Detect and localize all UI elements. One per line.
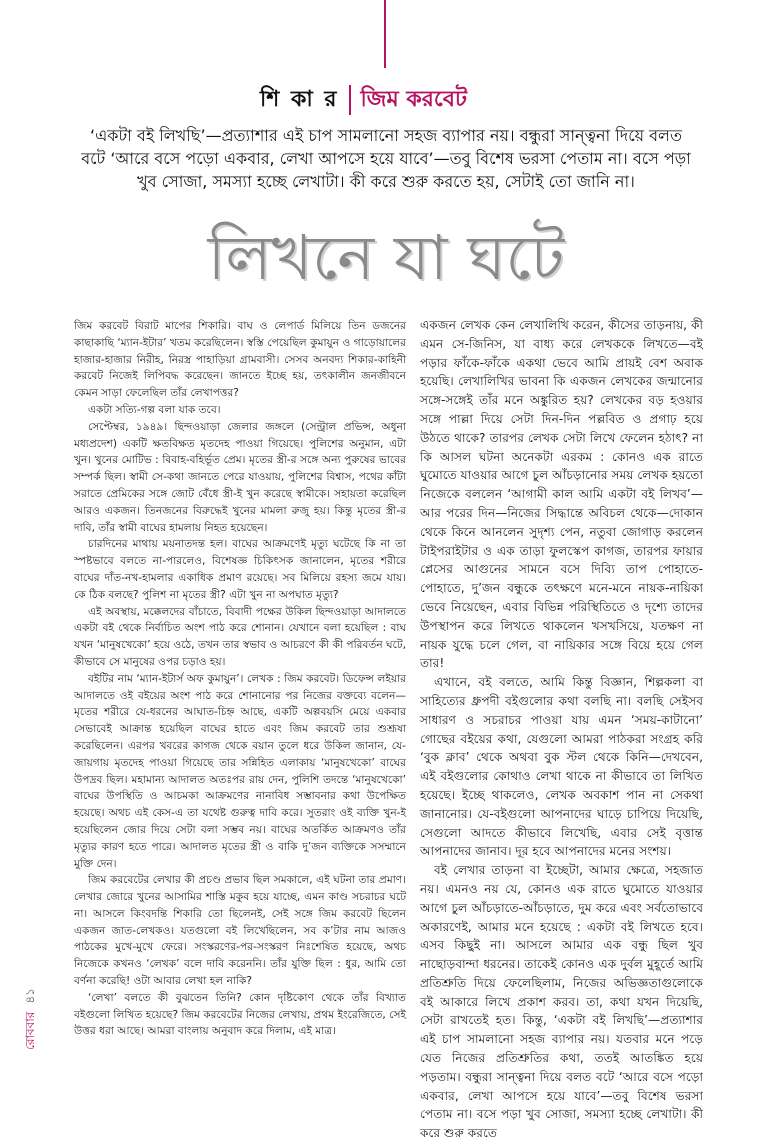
article-title: লিখনে যা ঘটে [207, 221, 565, 294]
left-paragraph: বইটির নাম ‘ম্যান-ইটার্স অফ কুমায়ুন’। লেখক : জিম করবেট। ডিফেন্স লইয়ার আদালতে ওই বইয়ের অংশ পাঠ করে শোনানোর পর নিজের বক্তব্যে বলেন—মৃতের শরীরে যে-ধরনের আঘাত-চিহ্ন আছে, একটি অল্পবয়সি মেয়ে একবার সেভাবেই আক্রান্ত হয়েছিল বাঘের হাতে এবং জিম করবেট তার শুশ্রূষা করেছিলেন। এরপর খবরের কাগজ থেকে বয়ান তুলে ধরে উকিল জানান, যে-জায়গায় মৃতদেহ পাওয়া গিয়েছে তার সন্নিহিত এলাকায় ‘মানুষখেকো’ বাঘের উপদ্রব ছিল। মহামান্য আদালত অতঃপর রায় দেন, পুলিশি তদন্তে ‘মানুষখেকো’ বাঘের উপস্থিতি ও আচমকা আক্রমণের নানাবিধ সম্ভাবনার কথা উপেক্ষিত হয়েছে। অথচ এই কেস-এ তা যথেষ্ট গুরুত্ব দাবি করে। সুতরাং ওই ব্যক্তি খুন-ই হয়েছিলেন জোর দিয়ে সেটা বলা সম্ভব নয়। বাঘের অতর্কিত আক্রমণও তাঁর মৃত্যুর কারণ হতে পারে। আদালত মৃতের স্ত্রী ও বাকি দু’জন ব্যক্তিকে সসম্মানে মুক্তি দেন। [74, 672, 407, 870]
left-paragraph: সেপ্টেম্বর, ১৯৪৯। ছিন্দওয়াড়া জেলার জঙ্গলে (সেন্ট্রাল প্রভিন্স, অধুনা মধ্যপ্রদেশ) একটি ক্ষতবিক্ষত মৃতদেহ পাওয়া গিয়েছে। পুলিশের অনুমান, এটা খুন। খুনের মোটিভ : বিবাহ-বহির্ভূত প্রেম। মৃতের স্ত্রী-র সঙ্গে অন্য পুরুষের ভাবের সম্পর্ক ছিল। স্বামী সে-কথা জানতে পেরে যাওয়ায়, পুলিশের বিশ্বাস, পথের কাঁটা সরাতে প্রেমিকের সঙ্গে জোট বেঁধে স্ত্রী-ই খুন করেছে স্বামীকে। সহায়তা করেছিল আরও একজন। তিনজনের বিরুদ্ধেই খুনের মামলা রুজু হয়। কিন্তু মৃতের স্ত্রী-র দাবি, তাঁর স্বামী বাঘের হামলায় নিহত হয়েছেন। [74, 420, 406, 534]
left-paragraph: জিম করবেটের লেখার কী প্রচণ্ড প্রভাব ছিল সমকালে, এই ঘটনা তার প্রমাণ। লেখার জোরে খুনের আসামির শাস্তি মকুব হয়ে যাচ্ছে, এমন কাণ্ড সচরাচর ঘটে না। আসলে কিংবদন্তি শিকারি তো ছিলেনই, সেই সঙ্গে জিম করবেট ছিলেন একজন জাত-লেখকও। যতগুলো বই লিখেছিলেন, সব ক’টার নাম আজও পাঠকের মুখে-মুখে ফেরে। সংস্করণের-পর-সংস্করণ নিঃশেষিত হয়েছে, অথচ নিজেকে কখনও ‘লেখক’ বলে দাবি করেননি। তাঁর যুক্তি ছিল : ধুর, আমি তো বর্ণনা করেছি! ওটা আবার লেখা হল নাকি? [74, 874, 406, 988]
left-paragraph: একটা সত্যি-গল্প বলা যাক তবে। [88, 403, 221, 416]
left-column [74, 318, 406, 1098]
top-accent-rule [384, 0, 386, 68]
left-paragraph: ‘লেখা’ বলতে কী বুঝতেন তিনি? কোন দৃষ্টিকোণ থেকে তাঁর বিখ্যাত বইগুলো লিখিত হয়েছে? জিম করবেটের নিজের লেখায়, প্রথম ইংরেজিতে, সেই উত্তর ধরা আছে। আমরা বাংলায় অনুবাদ করে দিলাম, এই মাত্র। [74, 991, 406, 1038]
right-paragraph: এখানে, বই বলতে, আমি কিন্তু বিজ্ঞান, শিল্পকলা বা সাহিত্যের ধ্রুপদী বইগুলোর কথা বলছি না। বলছি সেইসব সাধারণ ও সচরাচর পাওয়া যায় এমন ‘সময়-কাটানো’ গোছের বইয়ের কথা, যেগুলো আমরা পাঠকরা সংগ্রহ করি ‘বুক ক্লাব’ থেকে অথবা বুক স্টল থেকে কিনি—দেখবেন, এই বইগুলোর কোথাও লেখা থাকে না কীভাবে তা লিখিত হয়েছে। ইচ্ছে থাকলেও, লেখক অবকাশ পান না সেকথা জানানোর। যে-বইগুলো আপনাদের ঘাড়ে চাপিয়ে দিয়েছি, সেগুলো আদতে কীভাবে লিখেছি, এবার সেই বৃত্তান্ত আপনাদের জানাব। দূর হবে আপনাদের মনের সংশয়। [420, 675, 703, 859]
right-paragraph: একজন লেখক কেন লেখালিখি করেন, কীসের তাড়নায়, কী এমন সে-জিনিস, যা বাধ্য করে লেখককে লিখতে—বই পড়ার ফাঁকে-ফাঁকে একথা ভেবে আমি প্রায়ই বেশ অবাক হয়েছি। লেখালিখির ভাবনা কি একজন লেখকের জন্মানোর সঙ্গে-সঙ্গেই তাঁর মনে অঙ্কুরিত হয়? লেখকের বড় হওয়ার সঙ্গে পাল্লা দিয়ে সেটা দিন-দিন পল্লবিত ও প্রগাঢ় হয়ে উঠতে থাকে? তারপর লেখক সেটা লিখে ফেলেন হঠাৎ? না কি আসল ঘটনা অনেকটা এরকম : কোনও এক রাতে ঘুমোতে যাওয়ার আগে চুল আঁচড়ানোর সময় লেখক হয়তো নিজেকে বললেন ‘আগামী কাল আমি একটা বই লিখব’—আর পরের দিন—নিজের সিদ্ধান্তে অবিচল থেকে—দোকান থেকে কিনে আনলেন সুদৃশ্য পেন, নতুবা জোগাড় করলেন টাইপরাইটার ও এক তাড়া ফুলস্কেপ কাগজ, তারপর ফায়ার প্লেসের আগুনের সামনে বসে দিব্যি তাপ পোহাতে-পোহাতে, দু’জন বন্ধুকে তৎক্ষণে মনে-মনে নায়ক-নায়িকা ভেবে নিয়েছেন, এবার বিভিন্ন পরিস্থিতিতে ও দৃশ্যে তাদের উপস্থাপন করে লিখতে থাকলেন খসখসিয়ে, যতক্ষণ না নায়ক যুদ্ধে চলে গেল, বা নায়িকার সঙ্গে বিয়ে হয়ে গেল তার! [420, 318, 703, 671]
series-label: শি কা র [260, 86, 339, 112]
magazine-name: রোববার [23, 1011, 37, 1050]
page-footer [22, 970, 42, 1050]
right-paragraph: বই লেখার তাড়না বা ইচ্ছেটা, আমার ক্ষেত্রে, সহজাত নয়। এমনও নয় যে, কোনও এক রাতে ঘুমোতে যাওয়ার আগে চুল আঁচড়াতে-আঁচড়াতে, দুম করে এবং সর্বতোভাবে অকারণেই, আমার মনে হয়েছে : একটা বই লিখতে হবে। এসব কিছুই না। আসলে আমার এক বন্ধু ছিল খুব নাছোড়বান্দা ধরনের। তাকেই কোনও এক দুর্বল মুহূর্তে আমি প্রতিশ্রুতি দিয়ে ফেলেছিলাম, নিজের অভিজ্ঞতাগুলোকে বই আকারে লিখে প্রকাশ করব। তা, কথা যখন দিয়েছি, সেটা রাখতেই হত। কিন্তু, ‘একটা বই লিখছি’—প্রত্যাশার এই চাপ সামলানো সহজ ব্যাপার নয়। যতবার মনে পড়ে যেত নিজের প্রতিশ্রুতির কথা, ততই আতঙ্কিত হয়ে পড়তাম। বন্ধুরা সান্ত্বনা দিয়ে বলত বটে ‘আরে বসে পড়ো একবার, লেখা আপসে হয়ে যাবে’—তবু বিশেষ ভরসা পেতাম না। বসে পড়া খুব সোজা, সমস্যা হচ্ছে লেখাটা। কী করে শুরু করতে [420, 863, 703, 1141]
section-header [260, 80, 467, 120]
header-divider [349, 85, 351, 115]
left-paragraph: এই অবস্থায়, মক্কেলদের বাঁচাতে, বিবাদী পক্ষের উকিল ছিন্দওয়াড়া আদালতে একটা বই থেকে নির্বাচিত অংশ পাঠ করে শোনান। যেখানে বলা হয়েছিল : বাঘ যখন ‘মানুষখেকো’ হয়ে ওঠে, তখন তার স্বভাব ও আচরণে কী কী পরিবর্তন ঘটে, কীভাবে সে মানুষের ওপর চড়াও হয়। [74, 605, 406, 668]
left-paragraph: চারদিনের মাথায় ময়নাতদন্ত হল। বাঘের আক্রমণেই মৃত্যু ঘটেছে কি না তা স্পষ্টভাবে বলতে না-পারলেও, বিশেষজ্ঞ চিকিৎসক জানালেন, মৃতের শরীরে বাঘের দাঁত-নখ-হামলার একাধিক প্রমাণ রয়েছে। সব মিলিয়ে রহস্য জমে যায়। কে ঠিক বলছে? পুলিশ না মৃতের স্ত্রী? এটা খুন না অপঘাত মৃত্যু? [74, 538, 406, 601]
author-name: জিম করবেট [360, 86, 467, 112]
left-paragraph: জিম করবেট বিরাট মাপের শিকারি। বাঘ ও লেপার্ড মিলিয়ে তিন ডজনের কাছাকাছি ‘ম্যান-ইটার’ খতম করেছিলেন। স্বস্তি পেয়েছিল কুমায়ুন ও গাড়োয়ালের হাজার-হাজার নিরীহ, নিরস্ত্র পাহাড়িয়া গ্রামবাসী। সেসব অনবদ্য শিকার-কাহিনী করবেট নিজেই লিপিবদ্ধ করেছেন। জানতে ইচ্ছে হয়, তৎকালীন জনজীবনে কেমন সাড়া ফেলেছিল তাঁর লেখাপত্তর? [74, 320, 406, 400]
right-column [420, 316, 703, 1141]
intro-standfirst: ‘একটা বই লিখছি’—প্রত্যাশার এই চাপ সামলানো সহজ ব্যাপার নয়। বন্ধুরা সান্ত্বনা দিয়ে বলত বটে ‘আরে বসে পড়ো একবার, লেখা আপসে হয়ে যাবে’—তবু বিশেষ ভরসা পেতাম না। বসে পড়া খুব সোজা, সমস্যা হচ্ছে লেখাটা। কী করে শুরু করতে হয়, সেটাই তো জানি না। [81, 126, 691, 191]
page-number: ৪১ [23, 988, 37, 1004]
